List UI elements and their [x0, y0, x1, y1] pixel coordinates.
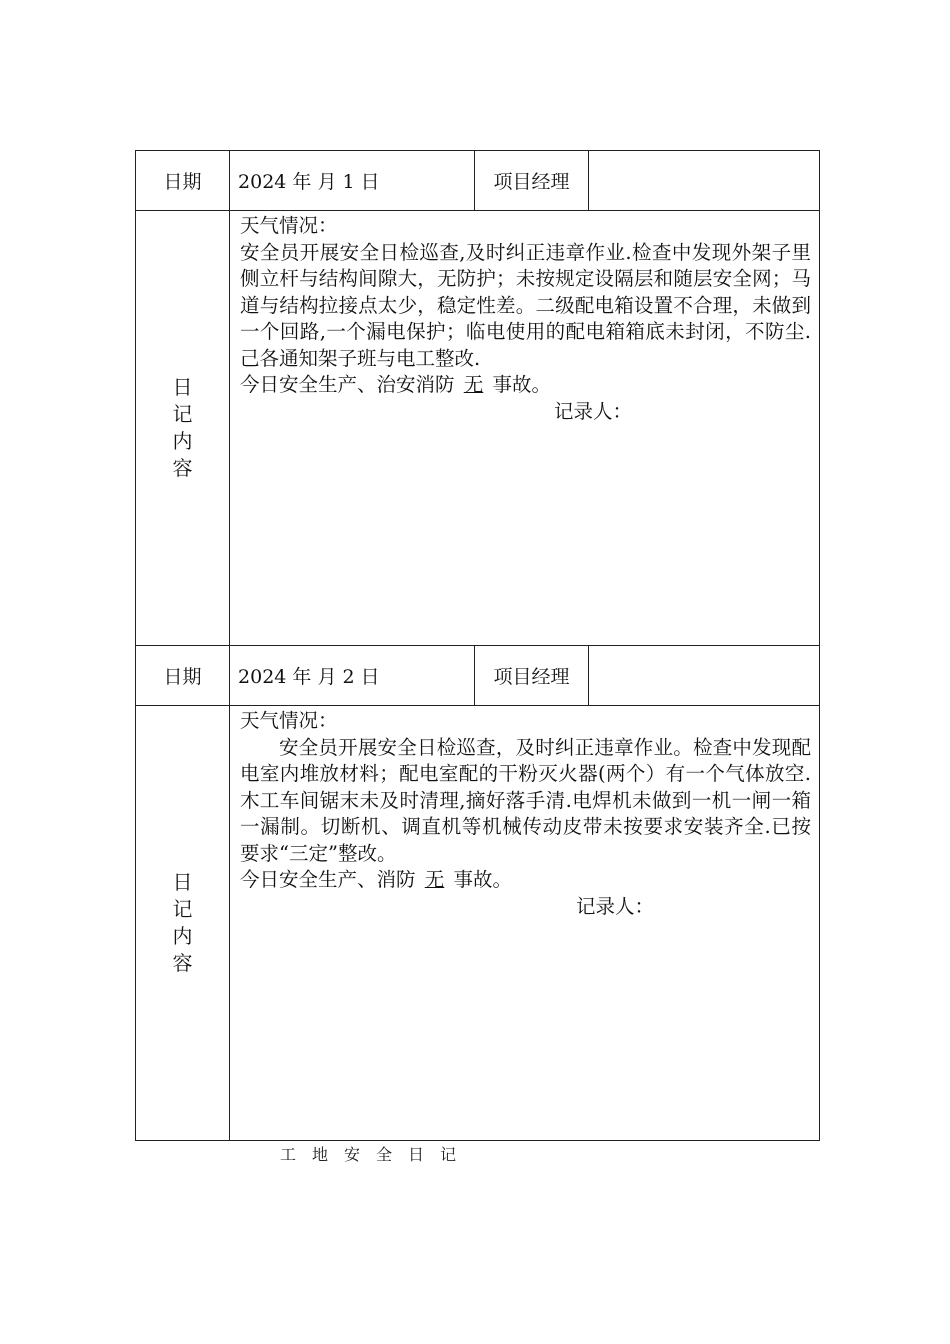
diary-body: 安全员开展安全日检巡查,及时纠正违章作业.检查中发现外架子里侧立杆与结构间隙大，无防护；未按规定设隔层和随层安全网；马道与结构拉接点太少，稳定性差。二级配电箱设置不合理，未做到一个回路,一个漏电保护；临电使用的配电箱箱底未封闭，不防尘.己各通知架子班与电工整改. — [240, 240, 812, 370]
content-row — [136, 706, 820, 1141]
date-value: 2024 年 月 1 日 — [230, 151, 475, 211]
side-char: 内 — [172, 429, 193, 453]
summary-blank: 无 — [424, 868, 445, 891]
page-footer: 工地安全日记 — [280, 1145, 473, 1164]
recorder-label: 记录人： — [554, 399, 633, 423]
side-char: 内 — [172, 924, 193, 948]
date-value: 2024 年 月 2 日 — [230, 646, 475, 706]
header-row — [136, 151, 820, 211]
side-char: 日 — [172, 870, 193, 894]
diary-entry-2 — [135, 645, 820, 1141]
diary-content — [230, 211, 820, 646]
content-row — [136, 211, 820, 646]
weather-line: 天气情况： — [240, 709, 338, 732]
manager-label: 项目经理 — [475, 646, 589, 706]
diary-entry-1 — [135, 150, 820, 646]
manager-value — [589, 646, 820, 706]
side-char: 容 — [172, 456, 193, 480]
side-char: 记 — [172, 402, 193, 426]
summary-suffix: 事故。 — [492, 373, 552, 396]
weather-line: 天气情况： — [240, 214, 338, 237]
recorder-label: 记录人： — [576, 894, 655, 918]
side-char: 日 — [172, 375, 193, 399]
summary-line — [240, 372, 811, 399]
summary-suffix: 事故。 — [453, 868, 513, 891]
diary-body: 安全员开展安全日检巡查，及时纠正违章作业。检查中发现配电室内堆放材料；配电室配的干粉灭火器(两个）有一个气体放空.木工车间锯末未及时清理,摘好落手清.电焊机未做到一机一闸一箱一漏制。切断机、调直机等机械传动皮带未按要求安装齐全.已按要求“三定”整改。 — [240, 735, 812, 865]
manager-label: 项目经理 — [475, 151, 589, 211]
date-label: 日期 — [136, 646, 230, 706]
summary-prefix: 今日安全生产、治安消防 — [240, 373, 455, 396]
side-char: 记 — [172, 897, 193, 921]
summary-line — [240, 867, 811, 894]
summary-blank: 无 — [463, 373, 484, 396]
manager-value — [589, 151, 820, 211]
header-row — [136, 646, 820, 706]
summary-prefix: 今日安全生产、消防 — [240, 868, 416, 891]
diary-content-label — [136, 211, 230, 646]
side-char: 容 — [172, 951, 193, 975]
date-label: 日期 — [136, 151, 230, 211]
diary-content — [230, 706, 820, 1141]
diary-content-label — [136, 706, 230, 1141]
